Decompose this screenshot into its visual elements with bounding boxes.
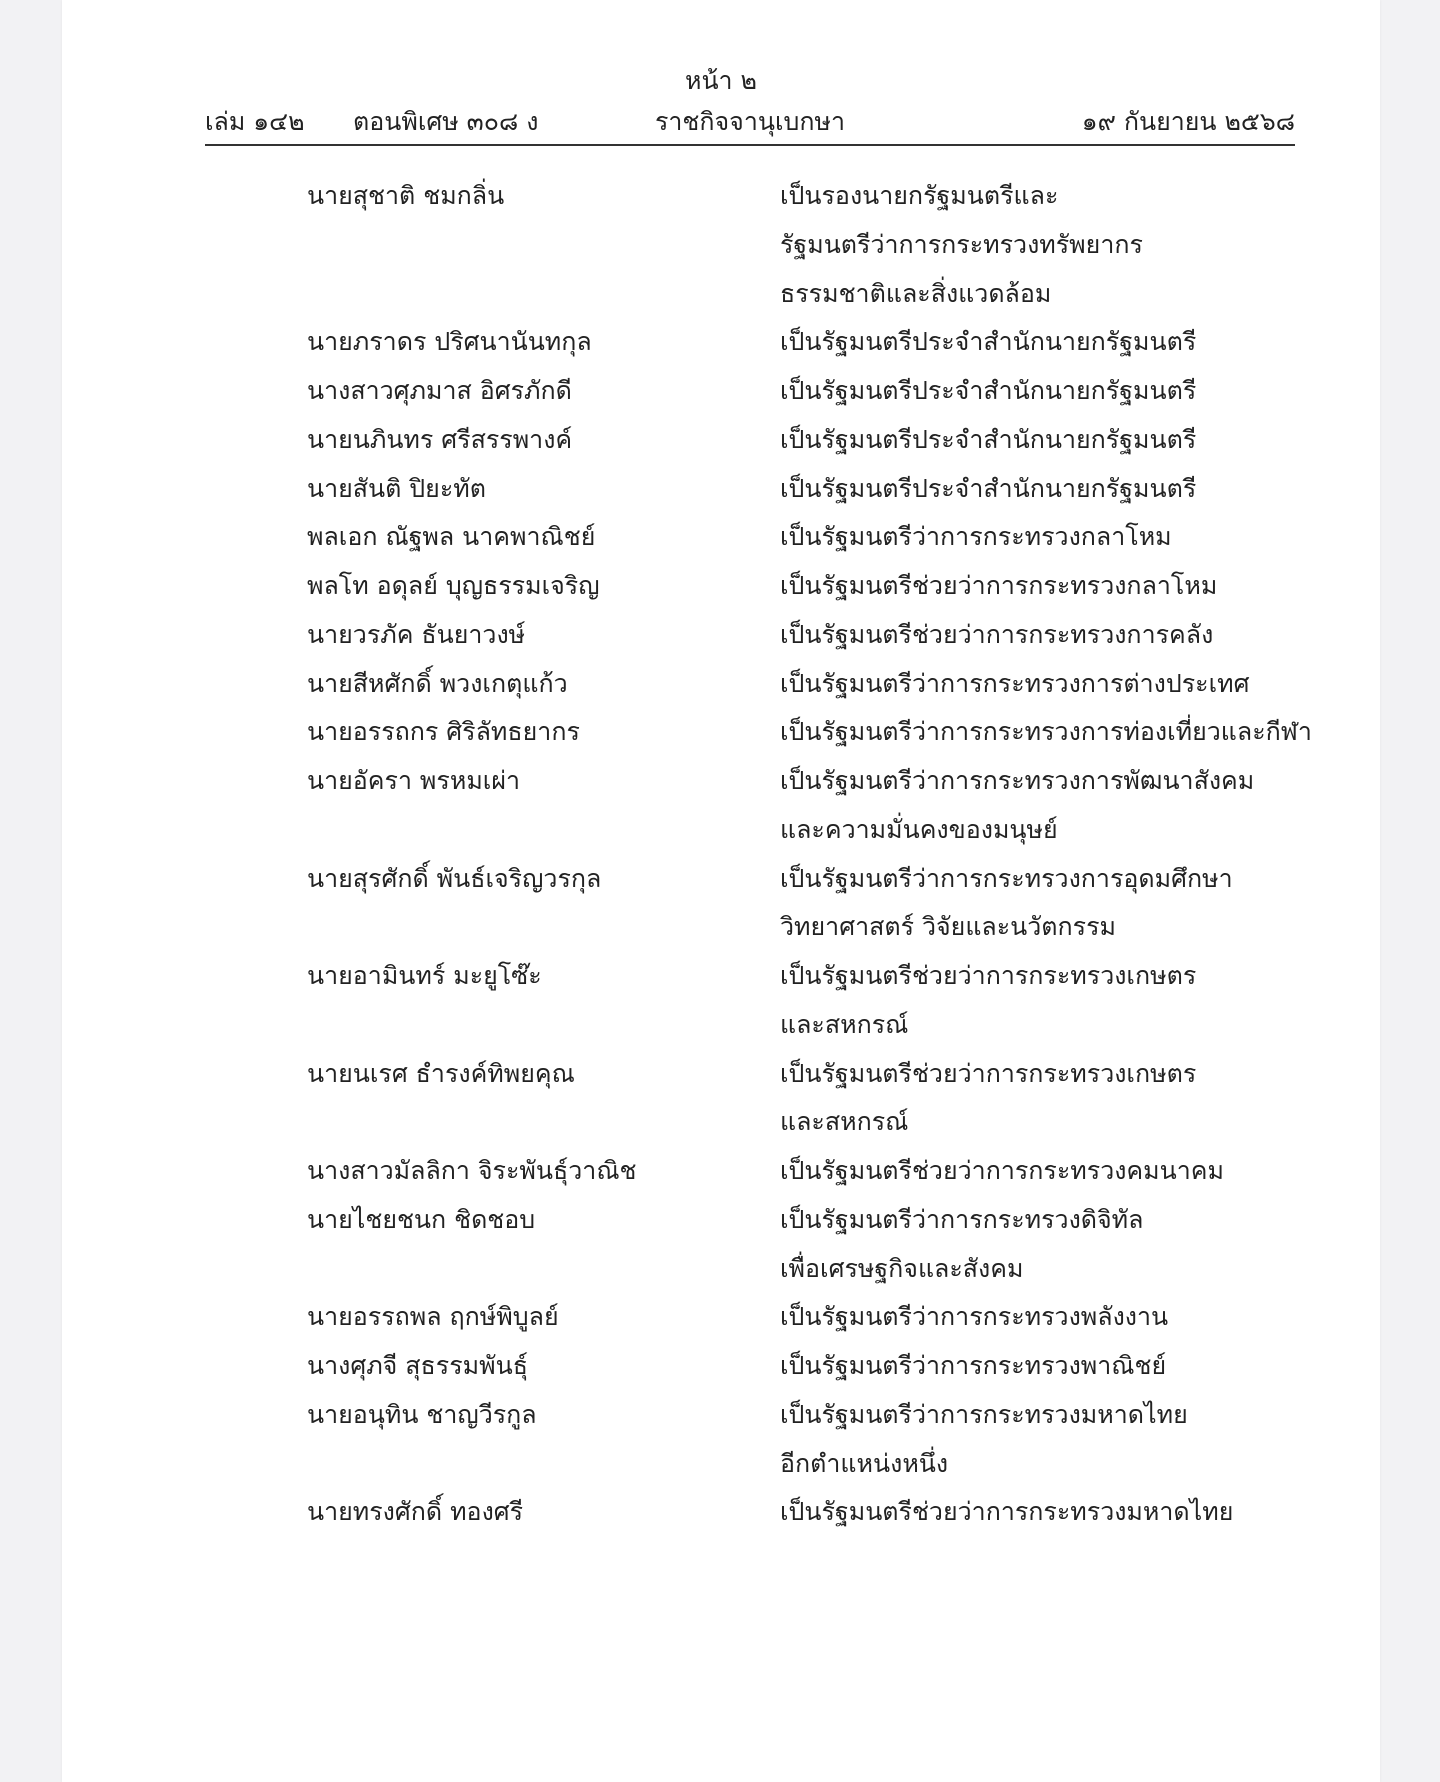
- appointment-entry: [307, 1488, 1307, 1537]
- minister-position: [780, 1196, 1307, 1294]
- minister-name: นางสาวศุภมาส อิศรภักดี: [307, 376, 572, 405]
- minister-name: นายนภินทร ศรีสรรพางค์: [307, 424, 573, 454]
- minister-name: นายอรรถพล ฤกษ์พิบูลย์: [307, 1302, 559, 1332]
- header-divider: [205, 144, 1295, 146]
- position-line: เป็นรัฐมนตรีว่าการกระทรวงมหาดไทย: [780, 1399, 1188, 1429]
- appointment-entry: [307, 1147, 1307, 1196]
- position-line: เป็นรัฐมนตรีช่วยว่าการกระทรวงกลาโหม: [780, 571, 1218, 600]
- minister-position: [780, 855, 1307, 953]
- minister-name: นายสุชาติ ชมกลิ่น: [307, 181, 505, 210]
- position-line: และสหกรณ์: [780, 1009, 909, 1039]
- position-line: รัฐมนตรีว่าการกระทรวงทรัพยากร: [780, 229, 1143, 259]
- appointment-list: [307, 172, 1312, 1537]
- minister-position: [780, 1488, 1307, 1537]
- position-line: เป็นรัฐมนตรีว่าการกระทรวงการอุดมศึกษา: [780, 863, 1233, 893]
- position-line: และความมั่นคงของมนุษย์: [780, 814, 1058, 844]
- minister-name: นายวรภัค ธันยาวงษ์: [307, 619, 526, 649]
- minister-position: [780, 1050, 1307, 1148]
- position-line: เป็นรัฐมนตรีว่าการกระทรวงพาณิชย์: [780, 1351, 1167, 1380]
- minister-name: นายอรรถกร ศิริลัทธยากร: [307, 717, 580, 747]
- appointment-entry: [307, 1391, 1307, 1489]
- gazette-header: [205, 104, 1295, 140]
- minister-position: [780, 1342, 1307, 1391]
- minister-position: [780, 562, 1307, 611]
- appointment-entry: [307, 708, 1312, 757]
- position-line: เพื่อเศรษฐกิจและสังคม: [780, 1253, 1024, 1283]
- minister-name: นางสาวมัลลิกา จิระพันธุ์วาณิช: [307, 1156, 637, 1185]
- minister-position: [780, 172, 1307, 318]
- minister-position: [780, 318, 1307, 367]
- minister-position: [780, 1293, 1307, 1342]
- appointment-entry: [307, 1196, 1307, 1294]
- appointment-entry: [307, 1342, 1307, 1391]
- position-line: เป็นรองนายกรัฐมนตรีและ: [780, 181, 1059, 210]
- minister-position: [780, 660, 1307, 709]
- position-line: เป็นรัฐมนตรีช่วยว่าการกระทรวงมหาดไทย: [780, 1497, 1234, 1527]
- appointment-entry: [307, 1293, 1307, 1342]
- appointment-entry: [307, 416, 1307, 465]
- minister-name: นายทรงศักดิ์ ทองศรี: [307, 1497, 524, 1527]
- position-line: และสหกรณ์: [780, 1107, 909, 1137]
- minister-position: [780, 952, 1307, 1050]
- minister-name: นายอนุทิน ชาญวีรกูล: [307, 1399, 537, 1429]
- publication-title: ราชกิจจานุเบกษา: [654, 107, 846, 136]
- minister-name: พลเอก ณัฐพล นาคพาณิชย์: [307, 522, 596, 552]
- appointment-entry: [307, 172, 1307, 318]
- position-line: อีกตำแหน่งหนึ่ง: [780, 1448, 949, 1478]
- minister-position: [780, 513, 1307, 562]
- volume-number: เล่ม ๑๔๒: [205, 107, 305, 136]
- appointment-entry: [307, 367, 1307, 416]
- page-number: หน้า ๒: [684, 66, 758, 95]
- position-line: เป็นรัฐมนตรีช่วยว่าการกระทรวงคมนาคม: [780, 1156, 1224, 1185]
- position-line: เป็นรัฐมนตรีประจำสำนักนายกรัฐมนตรี: [780, 424, 1197, 454]
- appointment-entry: [307, 757, 1307, 855]
- position-line: เป็นรัฐมนตรีว่าการกระทรวงการต่างประเทศ: [780, 668, 1250, 698]
- minister-name: นายภราดร ปริศนานันทกุล: [307, 327, 592, 357]
- minister-position: [780, 708, 1312, 757]
- position-line: เป็นรัฐมนตรีว่าการกระทรวงดิจิทัล: [780, 1204, 1144, 1234]
- position-line: ธรรมชาติและสิ่งแวดล้อม: [780, 278, 1052, 308]
- appointment-entry: [307, 318, 1307, 367]
- minister-position: [780, 757, 1307, 855]
- minister-name: นายอัครา พรหมเผ่า: [307, 766, 521, 795]
- position-line: เป็นรัฐมนตรีประจำสำนักนายกรัฐมนตรี: [780, 327, 1197, 357]
- appointment-entry: [307, 465, 1307, 514]
- minister-name: นายสุรศักดิ์ พันธ์เจริญวรกุล: [307, 863, 602, 893]
- issue-number: ตอนพิเศษ ๓๐๘ ง: [353, 107, 539, 136]
- publication-date: ๑๙ กันยายน ๒๕๖๘: [1081, 107, 1295, 136]
- appointment-entry: [307, 1050, 1307, 1148]
- position-line: เป็นรัฐมนตรีประจำสำนักนายกรัฐมนตรี: [780, 376, 1197, 405]
- appointment-entry: [307, 660, 1307, 709]
- minister-name: นายอามินทร์ มะยูโซ๊ะ: [307, 961, 542, 990]
- position-line: เป็นรัฐมนตรีว่าการกระทรวงการท่องเที่ยวและกีฬา: [780, 717, 1312, 747]
- appointment-entry: [307, 855, 1307, 953]
- minister-name: นายนเรศ ธำรงค์ทิพยคุณ: [307, 1058, 575, 1088]
- minister-name: นายสันติ ปิยะทัต: [307, 473, 486, 503]
- minister-name: นายสีหศักดิ์ พวงเกตุแก้ว: [307, 668, 568, 698]
- minister-position: [780, 367, 1307, 416]
- position-line: เป็นรัฐมนตรีช่วยว่าการกระทรวงเกษตร: [780, 961, 1197, 990]
- appointment-entry: [307, 611, 1307, 660]
- minister-name: นายไชยชนก ชิดชอบ: [307, 1204, 536, 1234]
- minister-position: [780, 611, 1307, 660]
- minister-position: [780, 465, 1307, 514]
- position-line: เป็นรัฐมนตรีช่วยว่าการกระทรวงการคลัง: [780, 619, 1214, 649]
- minister-position: [780, 416, 1307, 465]
- minister-position: [780, 1147, 1307, 1196]
- appointment-entry: [307, 562, 1307, 611]
- minister-position: [780, 1391, 1307, 1489]
- position-line: เป็นรัฐมนตรีว่าการกระทรวงพลังงาน: [780, 1302, 1169, 1332]
- appointment-entry: [307, 952, 1307, 1050]
- minister-name: พลโท อดุลย์ บุญธรรมเจริญ: [307, 571, 600, 600]
- document-page: [62, 0, 1380, 1782]
- position-line: เป็นรัฐมนตรีช่วยว่าการกระทรวงเกษตร: [780, 1058, 1197, 1088]
- position-line: วิทยาศาสตร์ วิจัยและนวัตกรรม: [780, 912, 1117, 942]
- minister-name: นางศุภจี สุธรรมพันธุ์: [307, 1351, 528, 1380]
- position-line: เป็นรัฐมนตรีว่าการกระทรวงการพัฒนาสังคม: [780, 766, 1255, 795]
- appointment-entry: [307, 513, 1307, 562]
- position-line: เป็นรัฐมนตรีว่าการกระทรวงกลาโหม: [780, 522, 1172, 552]
- position-line: เป็นรัฐมนตรีประจำสำนักนายกรัฐมนตรี: [780, 473, 1197, 503]
